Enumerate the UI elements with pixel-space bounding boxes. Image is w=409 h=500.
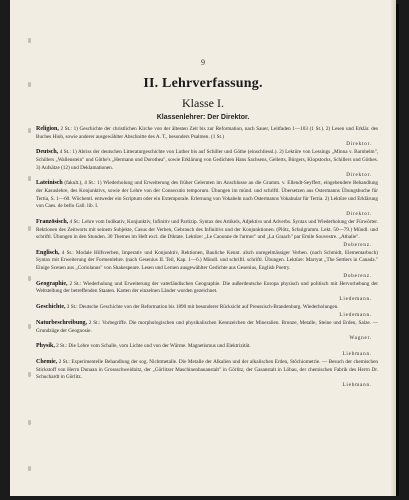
subject-label: Geschichte, <box>36 304 66 311</box>
teacher-signature: Direktor. <box>346 172 372 179</box>
subject-label: Französisch, <box>36 218 69 225</box>
entry-physik <box>36 343 378 358</box>
entry-chemie <box>36 359 378 389</box>
entry-text: Deutsche Geschichte von der Reformation bis 1890 mit besonderer Rücksicht auf Preussisch-Brandenburg. Wiederholungen. <box>79 304 339 311</box>
teacher-signature: Doberenz. <box>343 241 372 248</box>
subject-label: Deutsch, <box>36 149 59 156</box>
binding-hole <box>28 372 31 377</box>
subject-label: Physik, <box>36 343 55 350</box>
hours-label: 2 St.: <box>69 280 82 287</box>
hours-label: 4 St.: <box>59 149 71 156</box>
hours-label: 4 St.: <box>69 218 81 225</box>
entry-text: Wiederholung und Erweiterung der vaterländischen Geographie. Die außerdeutsche Europa physisch und politisch mit Hervorhebung der Weltstellung der betreffenden Staaten. Karten der einzelnen Länder wurden gezeichnet. <box>36 280 378 295</box>
entry-text: Modale Hilfsverben, Imperativ und Konjunktiv, Rektionen, Bauliche Kennt. alsch unregelmässiger Verben. (nach Schmidt, Elementarbuch) Syntax mit Erweiterung der Formenlehre. (nach Gesenius II. Teil, Kap. 1—6.) Mündl. und schriftl. schriftl. Übungen. Lektüre: Marryat „The Settlers in Canada." Einige Scenen aus „Coriolanus" von Shakespeare. Lesen und Lernen ausgewählter Gedichte aus Gesenius, English Poetry. <box>36 249 379 272</box>
binding-hole <box>28 324 31 329</box>
subject-label: Lateinisch <box>36 180 63 187</box>
hours-label: 2 St.: <box>56 343 68 350</box>
binding-hole <box>28 420 31 425</box>
teacher-signature: Wagner. <box>349 335 372 342</box>
class-teacher-line: Klassenlehrer: Der Direktor. <box>156 114 250 121</box>
hours-label: (fakult.), 4 St.: <box>64 180 96 187</box>
entry-text: 1) Abriss der deutschen Litteraturgeschichte von Luther bis auf Schiller und Göthe (einschliessl.). 2) Lektüre von Lessings „Minna v. Barnhelm", Schillers „Wallenstein" und Göthe's „Hermann und Dorothea", sowie Erklärung von Gedichten Hans Sachsens, Gellerts, Bürgers, Klopstocks, Schillers und Göthes. 3) Aufsätze (12) und Deklamationen. <box>36 149 378 171</box>
document-page <box>10 0 396 496</box>
binding-hole <box>28 226 31 231</box>
class-title: Klasse I. <box>182 96 224 110</box>
hours-label: 3 St.: <box>66 304 78 311</box>
entry-lateinisch <box>36 180 378 218</box>
binding-hole <box>28 128 31 133</box>
subject-label: Chemie, <box>36 359 58 366</box>
teacher-signature: Liebmann. <box>342 381 372 388</box>
subject-label: Naturbeschreibung, <box>36 320 88 326</box>
entry-text: Vorbegriffe. Die morphologischen und physikalischen Kennzeichen der Mineralien. Bronze, Metalle, Steine und Erden, Salze. — Grundzüge der Geognosie. <box>36 320 379 334</box>
subject-label: Geographie, <box>36 280 68 287</box>
entry-text: 1) Wiederholung und Erweiterung des früher Gelernten im Anschlusse an die Gramm. v. Ellendt-Seyffert, eingehendere Behandlung der Kasuslehre, des Konjunktivs, sowie der Lehre von der Consecutio temporum. Übungen im münd. und schriftl. Übersetzen aus Ostermanns Übungsbuche für Tertia, S. 1—60. Wöchentl. entweder ein Scriptum oder ein Extemporale. Erlernung von Vokabeln nach Ostermanns Vokabular für Tertia. 2) Lektüre und Erklärung von Caes. de bello Gall. lib. I. <box>36 180 379 210</box>
entry-text: Experimentelle Behandlung der sog. Nichtmetalle. Die Metalle der Alkalien und der alkalischen Erden, Stöchiometrie. — Besuch der chemischen Stickstoff von Herrn Dunaan in Grossschweidnitz, der „Görlitzer Maschinenbauanstalt" in Görlitz, der Gasanstalt in Löbau, der chemischen Fabrik des Herrn Dr. Schuchardt in Görlitz. <box>36 359 378 381</box>
hours-label: 4 St.: <box>61 249 74 256</box>
teacher-signature: Liebmann. <box>342 350 372 357</box>
teacher-signature: Doberenz. <box>343 272 372 279</box>
entry-text: Die Lehre vom Schalle, vom Lichte und von der Wärme. Magnetismus und Elektrizität. <box>68 343 251 350</box>
teacher-signature: Direktor. <box>346 210 372 217</box>
entry-text: 1) Geschichte der christlichen Kirche von der ältesten Zeit bis zur Reformation, nach Sauer, Leitfaden 1—103 (1 St.). 2) Lesen und Erklär. des Buches Hiob, sowie anderer ausgewählter Abschnitte des A. T., besonders Psalmen. (1 St.) <box>36 126 379 140</box>
entry-religion <box>36 126 378 149</box>
subject-label: Religion, <box>36 126 59 132</box>
section-title: II. Lehrverfassung. <box>143 76 263 91</box>
entry-naturbeschreibung <box>36 320 378 343</box>
entry-franzoesisch <box>36 219 378 249</box>
curriculum-content <box>36 126 378 390</box>
entry-geschichte <box>36 304 378 319</box>
hours-label: 2 St.: <box>88 320 101 326</box>
entry-deutsch <box>36 149 378 179</box>
entry-geographie <box>36 281 378 304</box>
binding-hole <box>28 466 31 471</box>
hours-label: 2 St.: <box>58 359 70 366</box>
entry-englisch <box>36 250 378 280</box>
teacher-signature: Liedemann. <box>339 311 372 318</box>
entry-text: Lehre vom Indikativ, Konjunktiv, Infinitiv und Partizip. Syntax des Artikels, Adjektivs und Adverbs. Syntax und Wiederholung der Fürwörter. Rektionen des Zeitworts mit seinem Subjekte, Casus der Verben, Gebrauch des Infinitivs und der Konjunktionen. (Plötz, Schulgramm. Lekt. 50—79.) Mündl. und schriftl. Übungen in den Stunden. 30 Themes im Heft excl. die Diktate. Lektüre: „Le Caoonne de l'armor" und „La Graach" par Emile Souvestre. „Athalie". <box>36 218 378 241</box>
teacher-signature: Direktor. <box>346 141 372 148</box>
teacher-signature: Liedemann. <box>339 296 372 303</box>
binding-hole <box>28 176 31 181</box>
binding-hole <box>28 276 31 281</box>
hours-label: 2 St.: <box>60 126 72 132</box>
page-number: 9 <box>201 58 205 67</box>
subject-label: Englisch, <box>36 249 60 256</box>
page-edge <box>390 0 396 496</box>
binding-hole <box>28 38 31 43</box>
